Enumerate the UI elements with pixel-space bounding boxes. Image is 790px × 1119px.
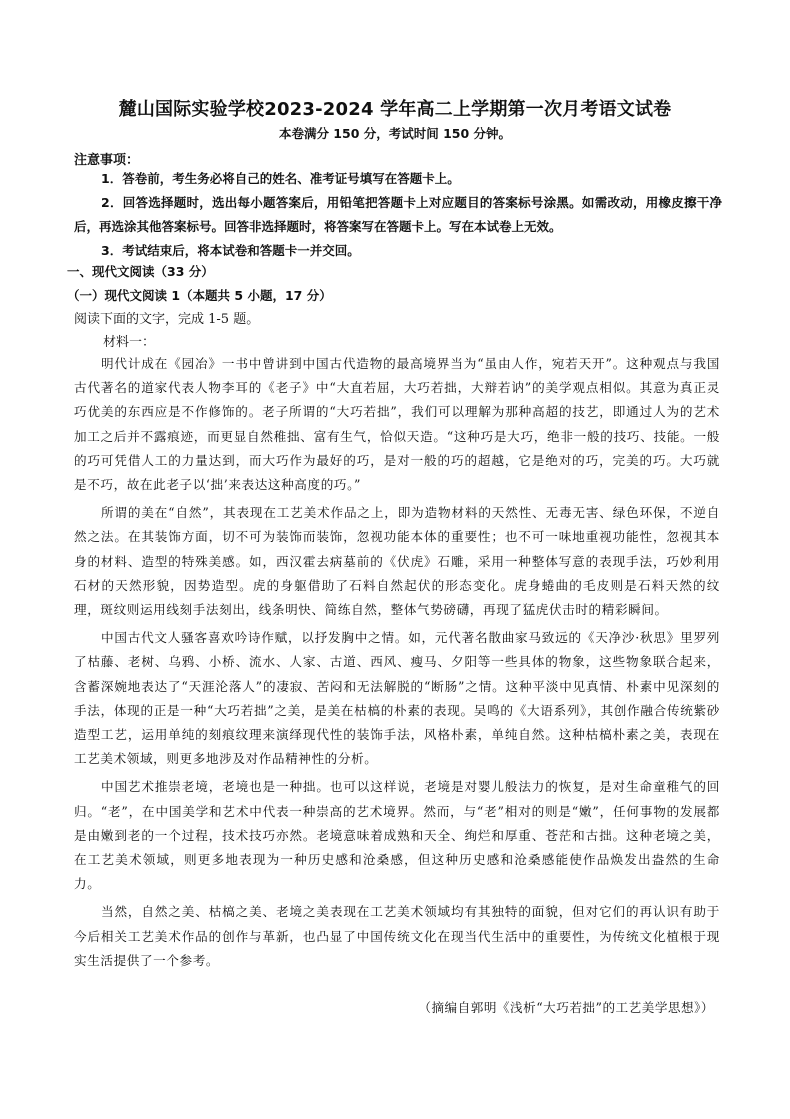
material-label: 材料一： [103, 335, 156, 350]
passage-paragraph: 中国古代文人骚客喜欢吟诗作赋，以抒发胸中之情。如，元代著名散曲家马致远的《天净沙·秋思》里罗列了枯藤、老树、乌鸦、小桥、流水、人家、古道、西风、瘦马、夕阳等一些具体的物象，这些物象联合起来，含蓄深婉地表达了“天涯沦落人”的凄寂、苦闷和无法解脱的“断肠”之情。这种平淡中见真情、朴素中见深刻的手法，体现的正是一种“大巧若拙”之美，是美在枯槁的朴素的表现。吴鸣的《大语系列》，其创作融合传统紫砂造型工艺，运用单纯的刻痕纹理来演绎现代性的装饰手法，风格朴素，单纯自然。这种枯槁朴素之美，表现在工艺美术领域，则更多地涉及对作品精神性的分析。 [74, 630, 720, 767]
passage-paragraph: 当然，自然之美、枯槁之美、老境之美表现在工艺美术领域均有其独特的面貌，但对它们的再认识有助于今后相关工艺美术作品的创作与革新，也凸显了中国传统文化在现当代生活中的重要性，为传统文化植根于现实生活提供了一个参考。 [74, 904, 720, 968]
note-item: 3．考试结束后，将本试卷和答题卡一并交回。 [101, 243, 360, 258]
source-citation: （摘编自郭明《浅析“大巧若拙”的工艺美学思想》） [418, 1000, 714, 1015]
passage-paragraph: 中国艺术推崇老境，老境也是一种拙。也可以这样说，老境是对婴儿般法力的恢复，是对生命童稚气的回归。“老”，在中国美学和艺术中代表一种崇高的艺术境界。然而，与“老”相对的则是“嫩”，任何事物的发展都是由嫩到老的一个过程，技术技巧亦然。老境意味着成熟和天全、绚烂和厚重、苍茫和古拙。这种老境之美，在工艺美术领域，则更多地表现为一种历史感和沧桑感，但这种历史感和沧桑感能使作品焕发出盎然的生命力。 [74, 779, 720, 892]
notes-heading: 注意事项： [74, 153, 140, 168]
exam-subtitle: 本卷满分 150 分，考试时间 150 分钟。 [278, 126, 512, 141]
exam-title: 麓山国际实验学校2023-2024 学年高二上学期第一次月考语文试卷 [118, 99, 672, 120]
note-item: 1．答卷前，考生务必将自己的姓名、准考证号填写在答题卡上。 [101, 171, 460, 186]
notes-list [74, 167, 722, 263]
subsection-heading: （一）现代文阅读 1（本题共 5 小题，17 分） [67, 288, 332, 303]
reading-passage [74, 352, 720, 977]
reading-instruction: 阅读下面的文字，完成 1-5 题。 [74, 312, 260, 327]
note-item: 2．回答选择题时，选出每小题答案后，用铅笔把答题卡上对应题目的答案标号涂黑。如需改动，用橡皮擦干净后，再选涂其他答案标号。回答非选择题时，将答案写在答题卡上。写在本试卷上无效。 [74, 195, 722, 234]
passage-paragraph: 明代计成在《园冶》一书中曾讲到中国古代造物的最高境界当为“虽由人作，宛若天开”。这种观点与我国古代著名的道家代表人物李耳的《老子》中“大直若屈，大巧若拙，大辩若讷”的美学观点相似。其意为真正灵巧优美的东西应是不作修饰的。老子所谓的“大巧若拙”，我们可以理解为那种高超的技艺，即通过人为的艺术加工之后并不露痕迹，而更显自然稚拙、富有生气，恰似天造。“这种巧是大巧，绝非一般的技巧、技能。一般的巧可凭借人工的力量达到，而大巧作为最好的巧，是对一般的巧的超越，它是绝对的巧，完美的巧。大巧就是不巧，故在此老子以‘拙’来表达这种高度的巧。” [74, 356, 720, 493]
passage-paragraph: 所谓的美在“自然”，其表现在工艺美术作品之上，即为造物材料的天然性、无毒无害、绿色环保，不逆自然之法。在其装饰方面，切不可为装饰而装饰，忽视功能本体的重要性；也不可一味地重视功能性，忽视其本身的材料、造型的特殊美感。如，西汉霍去病墓前的《伏虎》石雕，采用一种整体写意的表现手法，巧妙利用石材的天然形貌，因势造型。虎的身躯借助了石料自然起伏的形态变化。虎身蜷曲的毛皮则是石料天然的纹理，斑纹则运用线刻手法刻出，线条明快、简练自然，整体气势磅礴，再现了猛虎伏击时的精彩瞬间。 [74, 505, 720, 618]
section-heading: 一、现代文阅读（33 分） [67, 264, 214, 279]
